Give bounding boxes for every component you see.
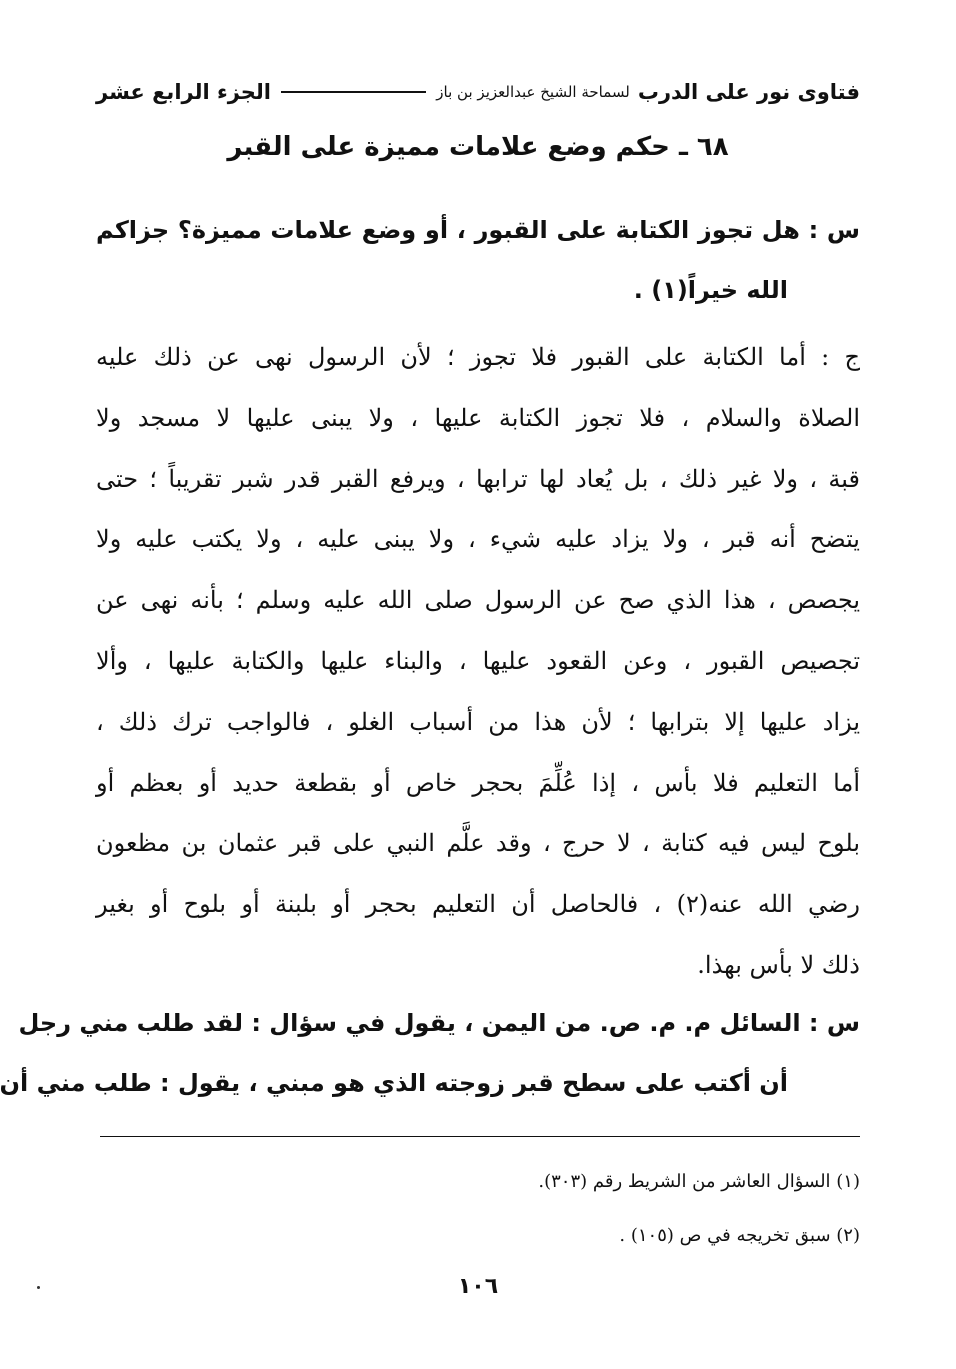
header-rule bbox=[281, 91, 426, 93]
page-number: ١٠٦ bbox=[457, 1274, 499, 1299]
question-1 bbox=[96, 200, 860, 320]
book-title: فتاوى نور على الدرب bbox=[637, 80, 860, 104]
answer-1-line: ذلك لا بأس بهذا. bbox=[697, 950, 860, 979]
answer-1-line: يزاد عليها إلا بترابها ؛ لأن هذا من أسباب الغلو ، فالواجب ترك ذلك ، bbox=[96, 707, 860, 736]
footnote: (١) السؤال العاشر من الشريط رقم (٣٠٣). bbox=[538, 1171, 860, 1192]
answer-1-line: قبة ، ولا غير ذلك ، بل يُعاد لها ترابها ، ويرفع القبر قدر شبر تقريباً ؛ حتى bbox=[96, 464, 860, 493]
footnote-separator bbox=[100, 1136, 860, 1137]
answer-1-line: الصلاة والسلام ، فلا تجوز الكتابة عليها ، ولا يبنى عليها لا مسجد ولا bbox=[96, 403, 860, 432]
question-2-line: أن أكتب على سطح قبر زوجته الذي هو مبني ، يقول : طلب مني أن bbox=[0, 1069, 788, 1097]
scan-speck bbox=[37, 1286, 40, 1289]
answer-1-line: يتضح أنه قبر ، ولا يزاد عليه شيء ، ولا يبنى عليه ، ولا يكتب عليه ولا bbox=[96, 525, 860, 554]
footnote: (٢) سبق تخريجه في ص (١٠٥) . bbox=[619, 1225, 860, 1246]
footnotes bbox=[96, 1162, 860, 1270]
answer-1-line: تجصيص القبور ، وعن القعود عليها ، والبناء عليها والكتابة عليها ، وألا bbox=[96, 646, 860, 675]
author-name: لسماحة الشيخ عبدالعزيز بن باز bbox=[436, 83, 630, 101]
volume-part: الجزء الرابع عشر bbox=[96, 80, 271, 104]
question-2 bbox=[0, 993, 860, 1113]
question-1-line: الله خيراً(١) . bbox=[633, 276, 788, 304]
answer-1-line: يجصص ، هذا الذي صح عن الرسول صلى الله عليه وسلم ؛ بأنه نهى عن bbox=[96, 586, 860, 615]
answer-1-line: أما التعليم فلا بأس ، إذا عُلِّمَ بحجر خاص أو بقطعة حديد أو بعظم أو bbox=[96, 768, 860, 797]
section-title: ٦٨ ـ حكم وضع علامات مميزة على القبر bbox=[227, 132, 729, 162]
answer-1-line: ج : أما الكتابة على القبور فلا تجوز ؛ لأن الرسول نهى عن ذلك عليه bbox=[96, 343, 860, 371]
running-header bbox=[96, 76, 860, 108]
question-2-line: س : السائل م. م. ص. من اليمن ، يقول في سؤال : لقد طلب مني رجل bbox=[18, 1009, 860, 1037]
answer-1 bbox=[96, 327, 860, 996]
answer-1-line: رضي الله عنه(٢) ، فالحاصل أن التعليم بحجر أو بلبنة أو بلوح أو بغير bbox=[96, 890, 860, 919]
answer-1-line: بلوح ليس فيه كتابة ، لا حرج ، وقد علَّم النبي على قبر عثمان بن مظعون bbox=[96, 829, 860, 858]
question-1-line: س : هل تجوز الكتابة على القبور ، أو وضع علامات مميزة؟ جزاكم bbox=[96, 216, 860, 244]
